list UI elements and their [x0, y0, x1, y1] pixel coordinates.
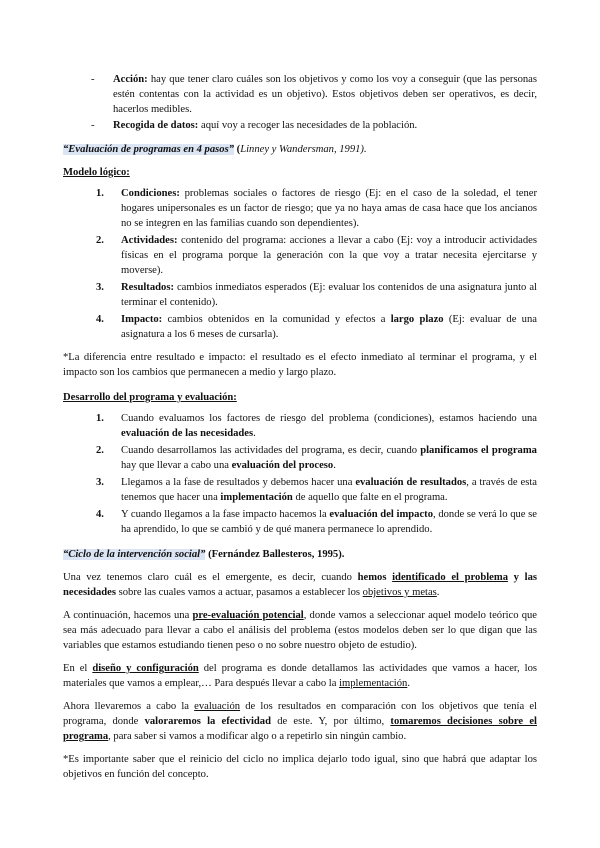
item-strong: largo plazo	[390, 314, 444, 325]
document-body	[63, 72, 537, 782]
text-run: Una vez tenemos claro cuál es el emergente, es decir, cuando	[63, 572, 358, 583]
item-number: 2.	[96, 235, 104, 246]
list-item	[63, 233, 537, 278]
item-strong: evaluación de las necesidades	[121, 428, 254, 439]
text-underline: implementación	[339, 678, 408, 689]
ciclo-title: “Ciclo de la intervención social”	[63, 549, 206, 560]
paragraph-evaluacion	[63, 699, 537, 744]
list-item	[63, 443, 537, 473]
item-text: , donde se verá lo que se ha aprendido, lo que se cambió y de qué manera permanece lo aprendido.	[121, 509, 537, 535]
desarrollo-heading: Desarrollo del programa y evaluación:	[63, 392, 237, 403]
evaluacion-title: “Evaluación de programas en 4 pasos”	[63, 144, 234, 155]
item-strong: evaluación del proceso	[231, 460, 334, 471]
evaluacion-heading	[63, 142, 537, 157]
citation-open: (	[236, 144, 241, 155]
item-term: Impacto:	[121, 314, 163, 325]
item-term: Condiciones:	[121, 188, 180, 199]
text-run: , para saber si vamos a modificar algo o a repetirlo sin ningún cambio.	[108, 731, 407, 742]
list-item	[63, 280, 537, 310]
item-number: 3.	[96, 477, 104, 488]
text-run: , donde vamos a seleccionar aquel modelo teórico que sea más adecuado para llevar a cabo el análisis del problema (estos modelos deben ser lo que digan que las variables que estamos estudiando tienen peso o no sobre nuestro objeto de estudio).	[63, 610, 537, 651]
item-number: 2.	[96, 445, 104, 456]
nota-resultado-impacto: *La diferencia entre resultado e impacto: el resultado es el efecto inmediato al terminar el programa, y el impacto son los cambios que permanecen a medio y largo plazo.	[63, 352, 537, 378]
desarrollo-list	[63, 411, 537, 537]
text-recogida: aquí voy a recoger las necesidades de la población.	[198, 120, 418, 131]
item-number: 3.	[96, 282, 104, 293]
item-text: Llegamos a la fase de resultados y debemos hacer una	[121, 477, 356, 488]
evaluacion-citation: Linney y Wandersman, 1991).	[240, 144, 367, 155]
text-accion: hay que tener claro cuáles son los objetivos y como los voy a conseguir (que las personas estén contentas con la actividad es un objetivo). Estos objetivos deben ser operativos, es decir, hacerlos medibles.	[113, 74, 537, 115]
nota-reinicio-ciclo: *Es importante saber que el reinicio del ciclo no implica dejarlo todo igual, sino que habrá que adaptar los objetivos en función del concepto.	[63, 754, 537, 780]
list-item	[63, 411, 537, 441]
item-strong: implementación	[220, 492, 293, 503]
item-number: 1.	[96, 188, 104, 199]
text-run: del programa es donde detallamos las actividades que vamos a hacer, los materiales que vamos a emplear,… Para después llevar a cabo la	[63, 663, 537, 689]
text-run: de este. Y, por último,	[270, 716, 391, 727]
item-number: 4.	[96, 314, 104, 325]
item-text: cambios inmediatos esperados (Ej: evaluar los contenidos de una asignatura junto al terminar el contenido).	[121, 282, 537, 308]
dash-bullet: -	[91, 74, 95, 85]
paragraph-diseno	[63, 661, 537, 691]
item-number: 4.	[96, 509, 104, 520]
item-text: cambios obtenidos en la comunidad y efectos a	[162, 314, 391, 325]
modelo-heading: Modelo lógico:	[63, 167, 130, 178]
list-item	[63, 312, 537, 342]
paragraph-preevaluacion	[63, 608, 537, 653]
paragraph-emergente	[63, 570, 537, 600]
text-run: .	[436, 587, 440, 598]
text-strong: las necesidades	[63, 572, 537, 598]
term-accion: Acción:	[113, 74, 148, 85]
item-text: Y cuando llegamos a la fase impacto hacemos la	[121, 509, 330, 520]
text-run: En el	[63, 663, 93, 674]
list-item	[63, 186, 537, 231]
text-strong-underline: pre-evaluación potencial	[192, 610, 304, 621]
text-run: A continuación, hacemos una	[63, 610, 193, 621]
item-text: problemas sociales o factores de riesgo (Ej: en el caso de la soledad, el tener hogares unipersonales es un factor de riesgo; que ya no haya amas de casa hace que los ancianos no se integren en las familias cuando son dependientes).	[121, 188, 537, 229]
list-item-accion	[63, 72, 537, 117]
dash-bullet: -	[91, 120, 95, 131]
item-text: .	[253, 428, 256, 439]
text-underline: evaluación	[194, 701, 241, 712]
ciclo-citation: (Fernández Ballesteros, 1995).	[205, 549, 345, 560]
item-text: (Ej: evaluar de una asignatura a los 6 meses de cursarla).	[121, 314, 537, 340]
term-recogida: Recogida de datos:	[113, 120, 199, 131]
item-text: , a través de esta tenemos que hacer una	[121, 477, 537, 503]
text-strong: valoraremos la efectividad	[144, 716, 271, 727]
text-strong-underline: identificado el problema	[392, 572, 508, 583]
item-text: .	[333, 460, 336, 471]
text-run: .	[407, 678, 410, 689]
item-strong: evaluación del impacto	[329, 509, 433, 520]
item-text: hay que llevar a cabo una	[121, 460, 232, 471]
text-strong: y	[508, 572, 525, 583]
item-strong: evaluación de resultados	[355, 477, 467, 488]
item-text: de aquello que falte en el programa.	[292, 492, 448, 503]
list-item	[63, 475, 537, 505]
item-number: 1.	[96, 413, 104, 424]
text-strong-underline: tomaremos decisiones sobre el programa	[63, 716, 537, 742]
item-text: Cuando desarrollamos las actividades del programa, es decir, cuando	[121, 445, 421, 456]
item-strong: planificamos el programa	[420, 445, 537, 456]
text-run: de los resultados en comparación con los objetivos que tenía el programa, donde	[63, 701, 537, 727]
item-text: contenido del programa: acciones a llevar a cabo (Ej: voy a introducir actividades físicas en el programa porque la generación con la que voy a tratar necesita ejercitarse y moverse).	[121, 235, 537, 276]
text-strong: hemos	[357, 572, 393, 583]
modelo-list	[63, 186, 537, 342]
text-underline: objetivos y metas	[362, 587, 437, 598]
ciclo-heading	[63, 547, 537, 562]
item-term: Resultados:	[121, 282, 174, 293]
list-item-recogida	[63, 118, 537, 133]
item-term: Actividades:	[121, 235, 178, 246]
item-text: Cuando evaluamos los factores de riesgo del problema (condiciones), estamos haciendo una	[121, 413, 537, 424]
text-run: Ahora llevaremos a cabo la	[63, 701, 195, 712]
list-item	[63, 507, 537, 537]
text-strong-underline: diseño y configuración	[92, 663, 199, 674]
text-run: sobre las cuales vamos a actuar, pasamos a establecer los	[115, 587, 363, 598]
